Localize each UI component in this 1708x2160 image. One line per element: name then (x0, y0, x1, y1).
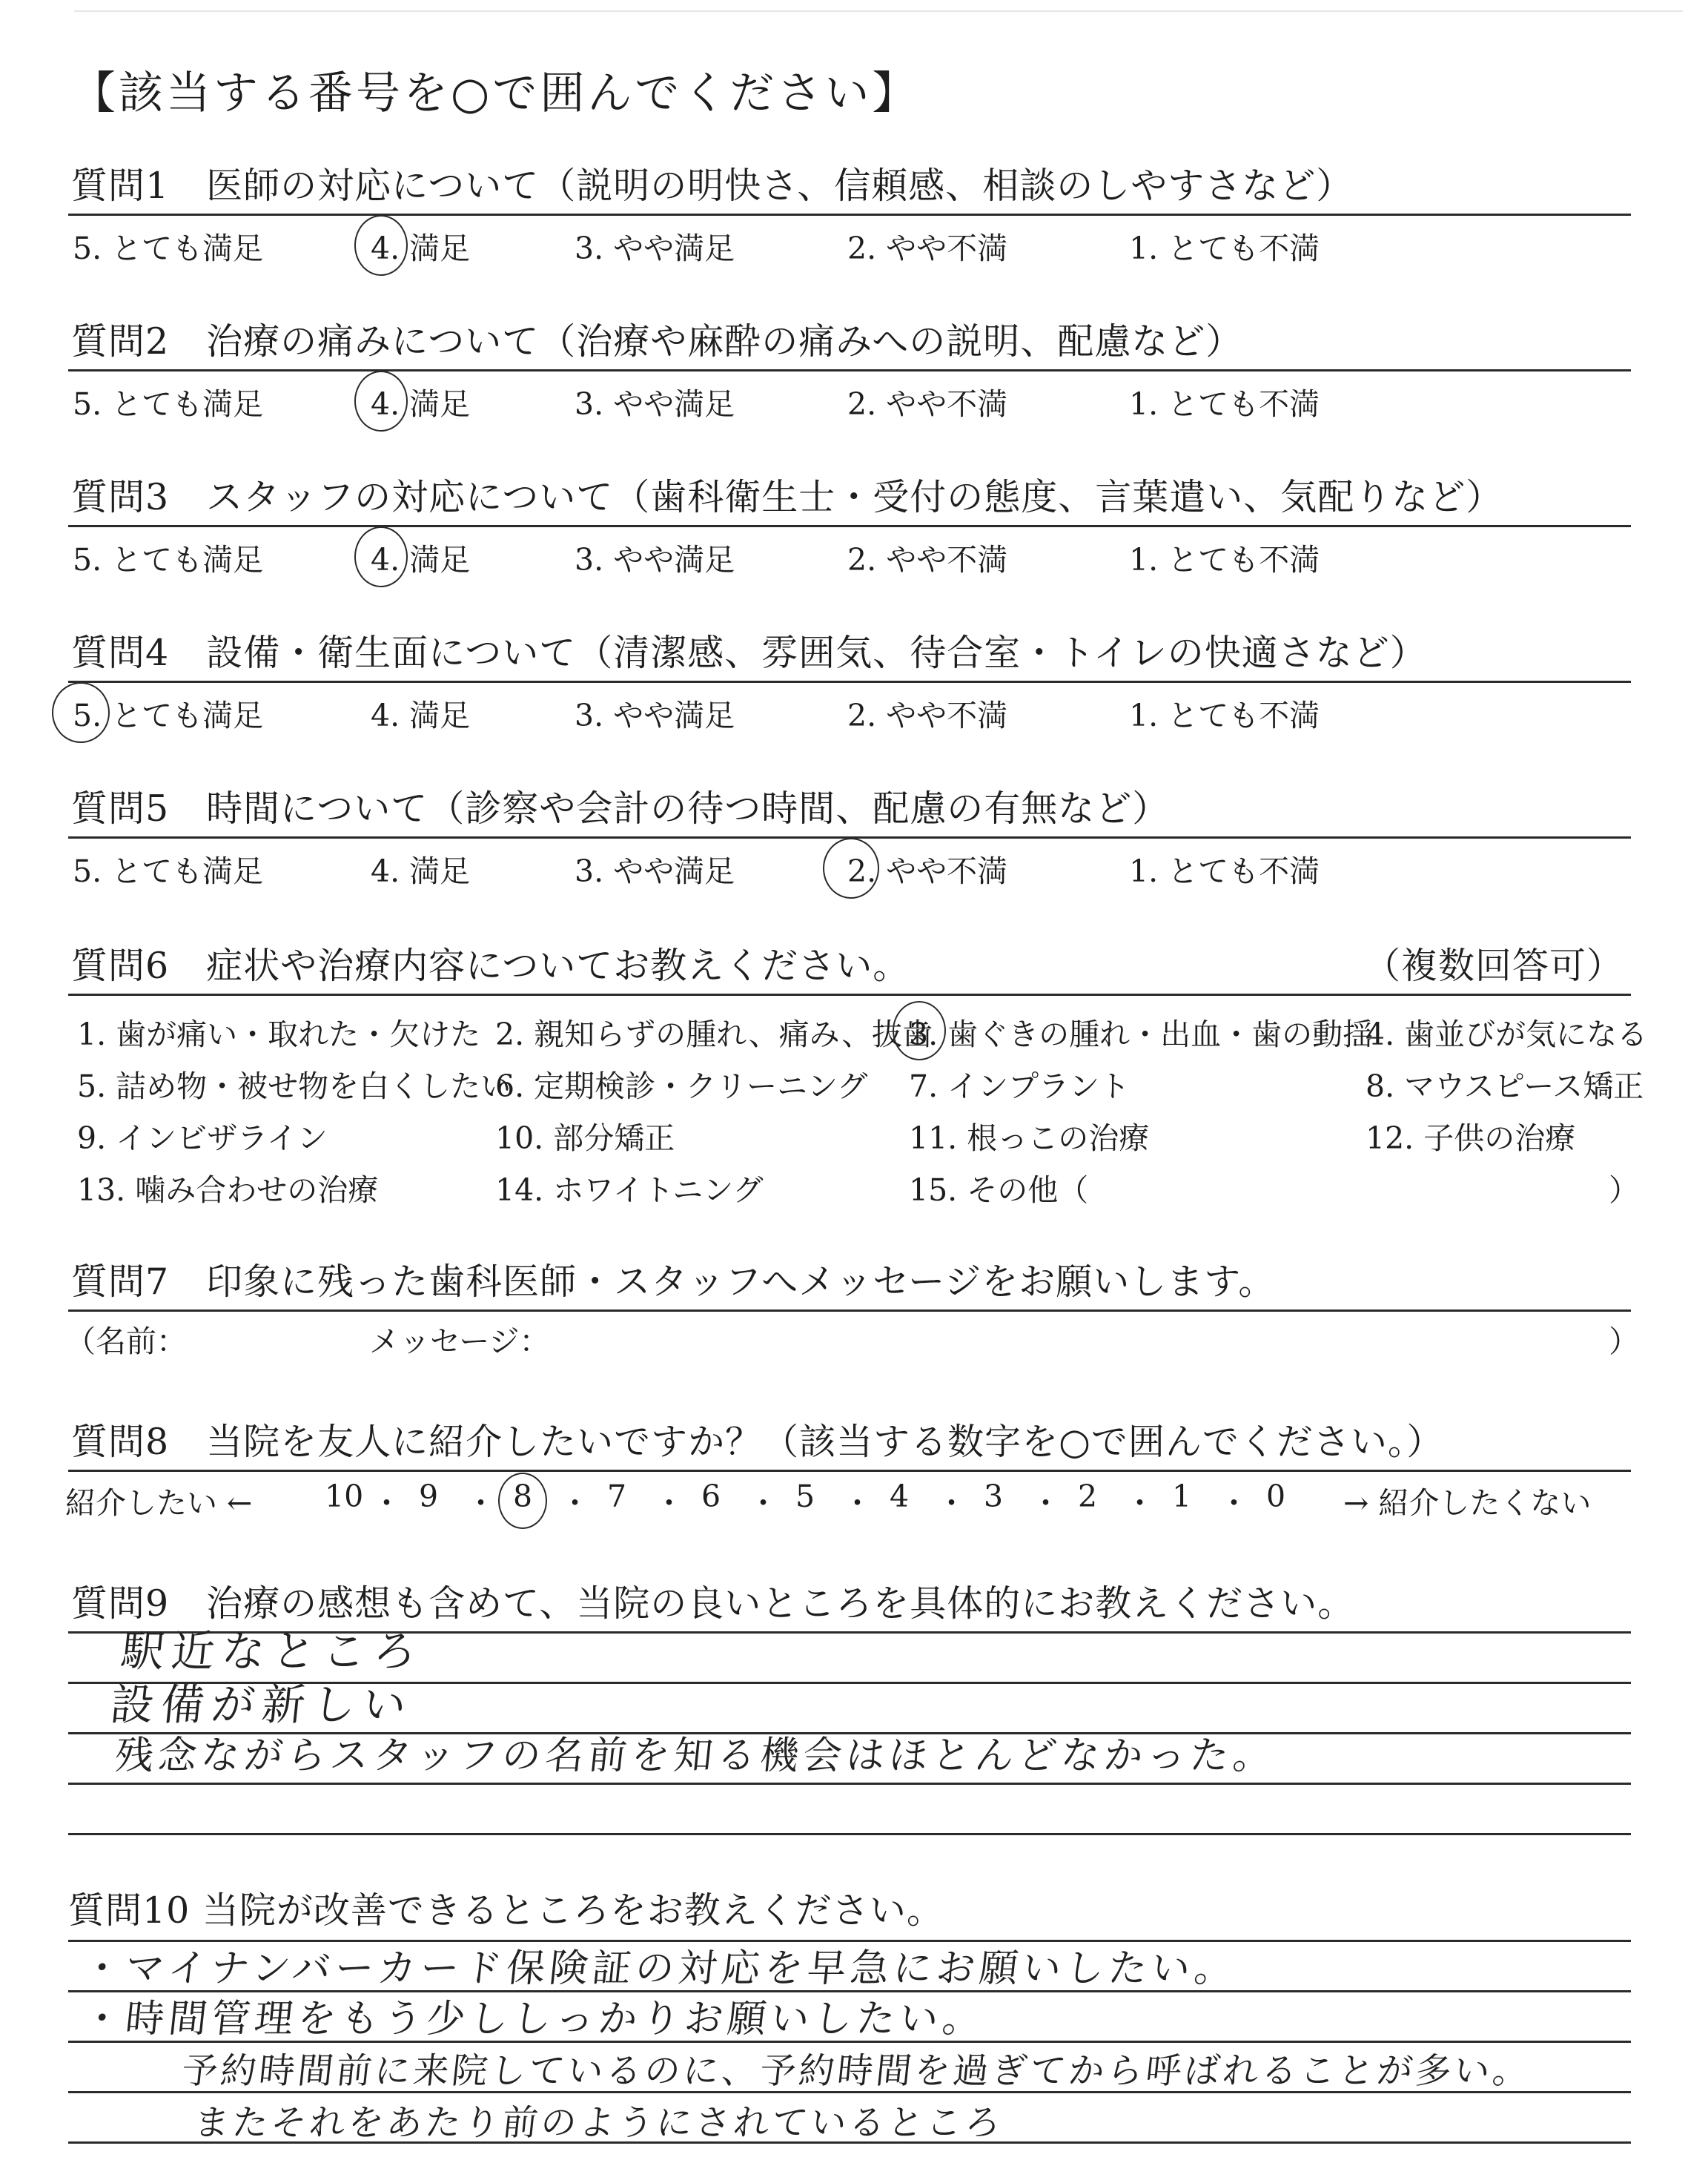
question-2-rule (68, 369, 1631, 371)
treatment-option-3[interactable]: 3. 歯ぐきの腫れ・出血・歯の動揺 (909, 1017, 1374, 1052)
question-1-rule (68, 214, 1631, 216)
treatment-option-14[interactable]: 14. ホワイトニング (495, 1172, 764, 1208)
scale-value-0[interactable]: 0 (1266, 1479, 1286, 1514)
scale-separator: ・ (560, 1485, 590, 1521)
option-5[interactable]: 5. とても満足 (73, 542, 264, 578)
selection-circle (893, 1001, 946, 1060)
scale-value-8[interactable]: 8 (513, 1479, 533, 1514)
selection-circle (52, 682, 110, 743)
improvement-answer-3: 予約時間前に来院しているのに、予約時間を過ぎてから呼ばれることが多い。 (179, 2050, 1534, 2092)
scale-value-7[interactable]: 7 (607, 1479, 627, 1514)
question-3-label: 質問3 スタッフの対応について（歯科衛生士・受付の態度、言葉遣い、気配りなど） (71, 476, 1503, 518)
option-4[interactable]: 4. 満足 (371, 542, 471, 578)
scale-value-4[interactable]: 4 (890, 1479, 910, 1514)
scale-separator: ・ (842, 1485, 873, 1521)
question-10-label: 質問10 当院が改善できるところをお教えください。 (68, 1889, 944, 1932)
treatment-option-10[interactable]: 10. 部分矯正 (495, 1120, 675, 1156)
recommend-left-label: 紹介したい ← (65, 1485, 253, 1521)
scale-separator: ・ (1125, 1485, 1155, 1521)
message-label: メッセージ： (369, 1324, 550, 1359)
scale-separator: ・ (1219, 1485, 1249, 1521)
question-1-label: 質問1 医師の対応について（説明の明快さ、信頼感、相談のしやすさなど） (71, 165, 1354, 207)
question-4-rule (68, 681, 1631, 683)
answer-rule (68, 1833, 1631, 1835)
scale-value-2[interactable]: 2 (1078, 1479, 1098, 1514)
treatment-option-7[interactable]: 7. インプラント (909, 1069, 1131, 1104)
option-4[interactable]: 4. 満足 (371, 231, 471, 266)
treatment-option-8[interactable]: 8. マウスピース矯正 (1366, 1069, 1644, 1104)
option-2[interactable]: 2. やや不満 (847, 542, 1008, 578)
option-1[interactable]: 1. とても不満 (1129, 542, 1320, 578)
selection-circle (354, 371, 408, 432)
option-3[interactable]: 3. やや満足 (575, 853, 735, 889)
option-1[interactable]: 1. とても不満 (1129, 698, 1320, 733)
option-4[interactable]: 4. 満足 (371, 698, 471, 733)
top-border (74, 10, 1683, 12)
selection-circle (354, 526, 408, 587)
scale-separator: ・ (654, 1485, 684, 1521)
question-8-rule (68, 1470, 1631, 1472)
treatment-option-12[interactable]: 12. 子供の治療 (1366, 1120, 1576, 1156)
question-9-label: 質問9 治療の感想も含めて、当院の良いところを具体的にお教えください。 (71, 1582, 1355, 1625)
treatment-option-15[interactable]: 15. その他（ (909, 1172, 1089, 1208)
option-2[interactable]: 2. やや不満 (847, 853, 1008, 889)
option-5[interactable]: 5. とても満足 (73, 698, 264, 733)
scale-value-9[interactable]: 9 (419, 1479, 439, 1514)
question-7-rule (68, 1309, 1631, 1312)
question-6-label: 質問6 症状や治療内容についてお教えください。 (71, 945, 910, 987)
message-close-paren: ） (1609, 1324, 1639, 1359)
scale-value-6[interactable]: 6 (701, 1479, 721, 1514)
option-2[interactable]: 2. やや不満 (847, 698, 1008, 733)
treatment-option-1[interactable]: 1. 歯が痛い・取れた・欠けた (77, 1017, 481, 1052)
treatment-option-11[interactable]: 11. 根っこの治療 (909, 1120, 1150, 1156)
scale-separator: ・ (1030, 1485, 1061, 1521)
good-point-answer-3: 残念ながらスタッフの名前を知る機会はほとんどなかった。 (113, 1734, 1279, 1778)
treatment-option-4[interactable]: 4. 歯並びが気になる (1366, 1017, 1648, 1052)
option-1[interactable]: 1. とても不満 (1129, 386, 1320, 422)
treatment-option-5[interactable]: 5. 詰め物・被せ物を白くしたい (77, 1069, 512, 1104)
scale-separator: ・ (936, 1485, 967, 1521)
improvement-answer-1: ・マイナンバーカード保険証の対応を早急にお願いしたい。 (80, 1946, 1240, 1991)
good-point-answer-1: 駅近なところ (118, 1626, 427, 1677)
good-point-answer-2: 設備が新しい (107, 1680, 417, 1730)
option-5[interactable]: 5. とても満足 (73, 386, 264, 422)
treatment-option-9[interactable]: 9. インビザライン (77, 1120, 328, 1156)
selection-circle (823, 838, 879, 899)
question-7-label: 質問7 印象に残った歯科医師・スタッフへメッセージをお願いします。 (71, 1261, 1276, 1303)
recommend-right-label: → 紹介したくない (1343, 1485, 1592, 1521)
option-5[interactable]: 5. とても満足 (73, 853, 264, 889)
question-2-label: 質問2 治療の痛みについて（治療や麻酔の痛みへの説明、配慮など） (71, 320, 1243, 363)
scale-separator: ・ (466, 1485, 496, 1521)
option-3[interactable]: 3. やや満足 (575, 386, 735, 422)
question-5-label: 質問5 時間について（診察や会計の待つ時間、配慮の有無など） (71, 787, 1170, 830)
question-4-label: 質問4 設備・衛生面について（清潔感、雰囲気、待合室・トイレの快適さなど） (71, 632, 1427, 674)
option-2[interactable]: 2. やや不満 (847, 231, 1008, 266)
scale-value-3[interactable]: 3 (984, 1479, 1004, 1514)
treatment-option-2[interactable]: 2. 親知らずの腫れ、痛み、抜歯 (495, 1017, 933, 1052)
scale-value-1[interactable]: 1 (1172, 1479, 1192, 1514)
option-4[interactable]: 4. 満足 (371, 853, 471, 889)
improvement-answer-4: またそれをあたり前のようにされているところ (191, 2102, 1006, 2144)
scale-value-10[interactable]: 10 (325, 1479, 364, 1514)
option-1[interactable]: 1. とても不満 (1129, 231, 1320, 266)
option-1[interactable]: 1. とても不満 (1129, 853, 1320, 889)
other-close-paren: ） (1609, 1172, 1639, 1208)
answer-rule (68, 1783, 1631, 1785)
question-3-rule (68, 525, 1631, 527)
selection-circle (498, 1473, 547, 1529)
scale-value-5[interactable]: 5 (795, 1479, 815, 1514)
selection-circle (354, 215, 408, 276)
option-3[interactable]: 3. やや満足 (575, 542, 735, 578)
option-2[interactable]: 2. やや不満 (847, 386, 1008, 422)
treatment-option-6[interactable]: 6. 定期検診・クリーニング (495, 1069, 868, 1104)
multiple-answers-note: （複数回答可） (1364, 945, 1624, 987)
page-title: 【該当する番号を○で囲んでください】 (71, 67, 920, 119)
name-label: （名前： (65, 1324, 187, 1359)
option-5[interactable]: 5. とても満足 (73, 231, 264, 266)
question-8-label: 質問8 当院を友人に紹介したいですか？（該当する数字を○で囲んでください。） (71, 1421, 1444, 1463)
option-3[interactable]: 3. やや満足 (575, 698, 735, 733)
scale-separator: ・ (371, 1485, 402, 1521)
scale-separator: ・ (748, 1485, 778, 1521)
option-4[interactable]: 4. 満足 (371, 386, 471, 422)
option-3[interactable]: 3. やや満足 (575, 231, 735, 266)
treatment-option-13[interactable]: 13. 噛み合わせの治療 (77, 1172, 379, 1208)
improvement-answer-2: ・時間管理をもう少ししっかりお願いしたい。 (80, 1997, 988, 2041)
question-6-rule (68, 994, 1631, 996)
